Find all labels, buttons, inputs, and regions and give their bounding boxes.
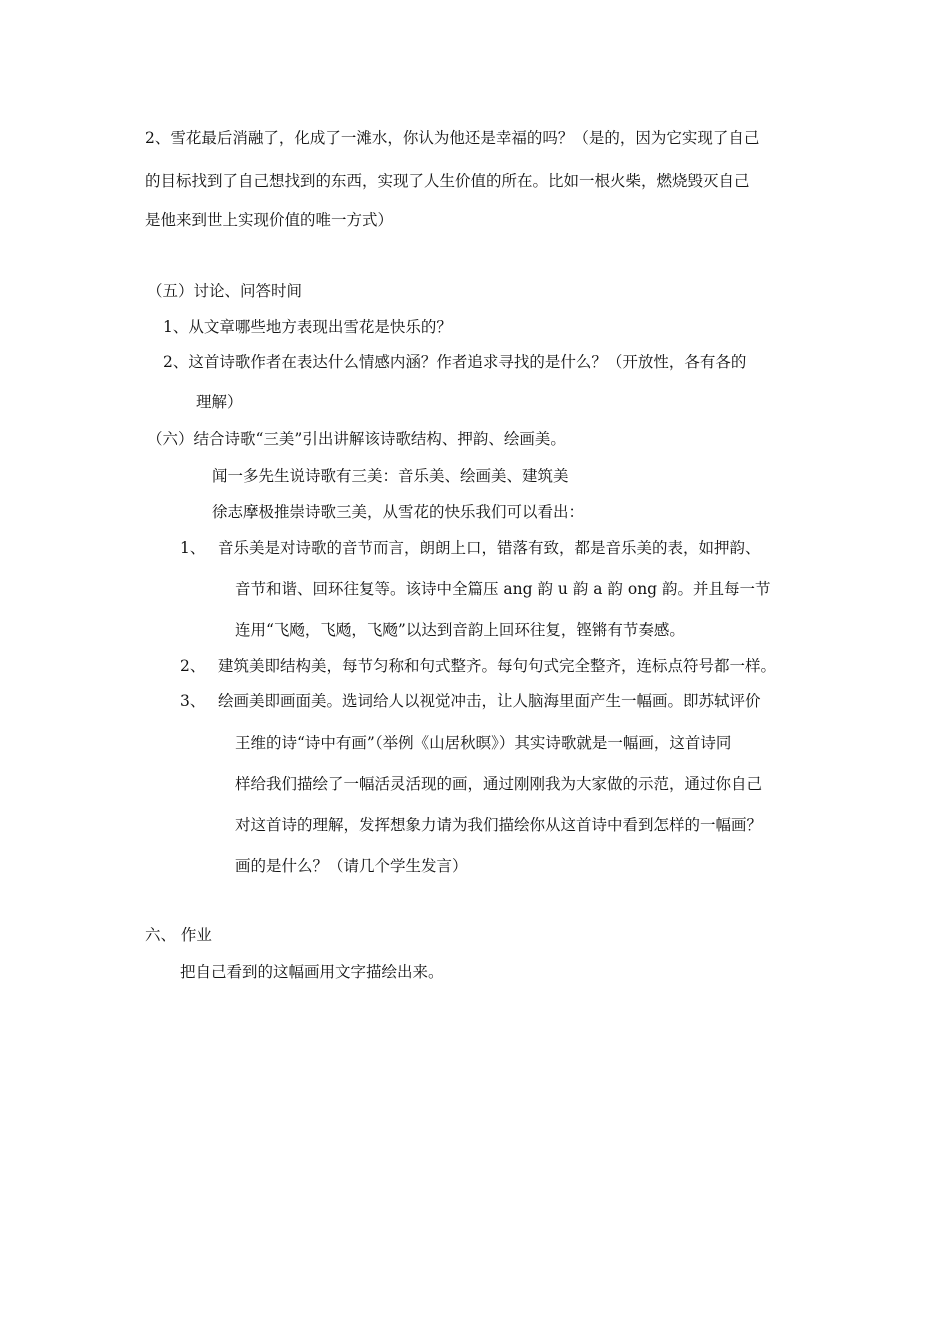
point-1-number: 1、 bbox=[180, 539, 206, 557]
point-3-line-1: 绘画美即画面美。选词给人以视觉冲击，让人脑海里面产生一幅画。即苏轼评价 bbox=[218, 692, 761, 710]
point-3-line-4: 对这首诗的理解，发挥想象力请为我们描绘你从这首诗中看到怎样的一幅画？ bbox=[235, 816, 763, 834]
section-6-heading: （六）结合诗歌“三美”引出讲解该诗歌结构、押韵、绘画美。 bbox=[147, 430, 566, 448]
point-3-line-3: 样给我们描绘了一幅活灵活现的画，通过刚刚我为大家做的示范，通过你自己 bbox=[235, 775, 763, 793]
q2-line-3: 是他来到世上实现价值的唯一方式） bbox=[145, 211, 394, 229]
section-6-intro-1: 闻一多先生说诗歌有三美：音乐美、绘画美、建筑美 bbox=[212, 467, 569, 485]
homework-content: 把自己看到的这幅画用文字描绘出来。 bbox=[180, 963, 444, 981]
point-3-line-2: 王维的诗“诗中有画”（举例《山居秋暝》）其实诗歌就是一幅画，这首诗同 bbox=[235, 734, 732, 752]
section-6-intro-2: 徐志摩极推崇诗歌三美，从雪花的快乐我们可以看出： bbox=[212, 503, 585, 521]
point-1-line-2: 音节和谐、回环往复等。该诗中全篇压 ang 韵 u 韵 a 韵 ong 韵。并且每一节 bbox=[235, 580, 771, 598]
q2-line-1: 2、雪花最后消融了，化成了一滩水，你认为他还是幸福的吗？（是的，因为它实现了自己 bbox=[145, 129, 760, 147]
section-5-heading: （五）讨论、问答时间 bbox=[147, 282, 303, 300]
section-5-item-1: 1、从文章哪些地方表现出雪花是快乐的？ bbox=[163, 318, 452, 336]
point-3-number: 3、 bbox=[180, 692, 206, 710]
section-5-item-2-line-1: 2、这首诗歌作者在表达什么情感内涵？作者追求寻找的是什么？（开放性，各有各的 bbox=[163, 353, 747, 371]
point-1-line-3: 连用“飞飏，飞飏，飞飏”以达到音韵上回环往复，铿锵有节奏感。 bbox=[235, 621, 685, 639]
section-5-item-2-line-2: 理解） bbox=[196, 393, 243, 411]
point-2-line-1: 建筑美即结构美，每节匀称和句式整齐。每句句式完全整齐，连标点符号都一样。 bbox=[218, 657, 777, 675]
point-1-line-1: 音乐美是对诗歌的音节而言，朗朗上口，错落有致，都是音乐美的表，如押韵、 bbox=[218, 539, 761, 557]
q2-line-2: 的目标找到了自己想找到的东西，实现了人生价值的所在。比如一根火柴，燃烧毁灭自己 bbox=[145, 172, 750, 190]
point-3-line-5: 画的是什么？（请几个学生发言） bbox=[235, 857, 468, 875]
point-2-number: 2、 bbox=[180, 657, 206, 675]
homework-heading: 六、 作业 bbox=[145, 926, 212, 944]
